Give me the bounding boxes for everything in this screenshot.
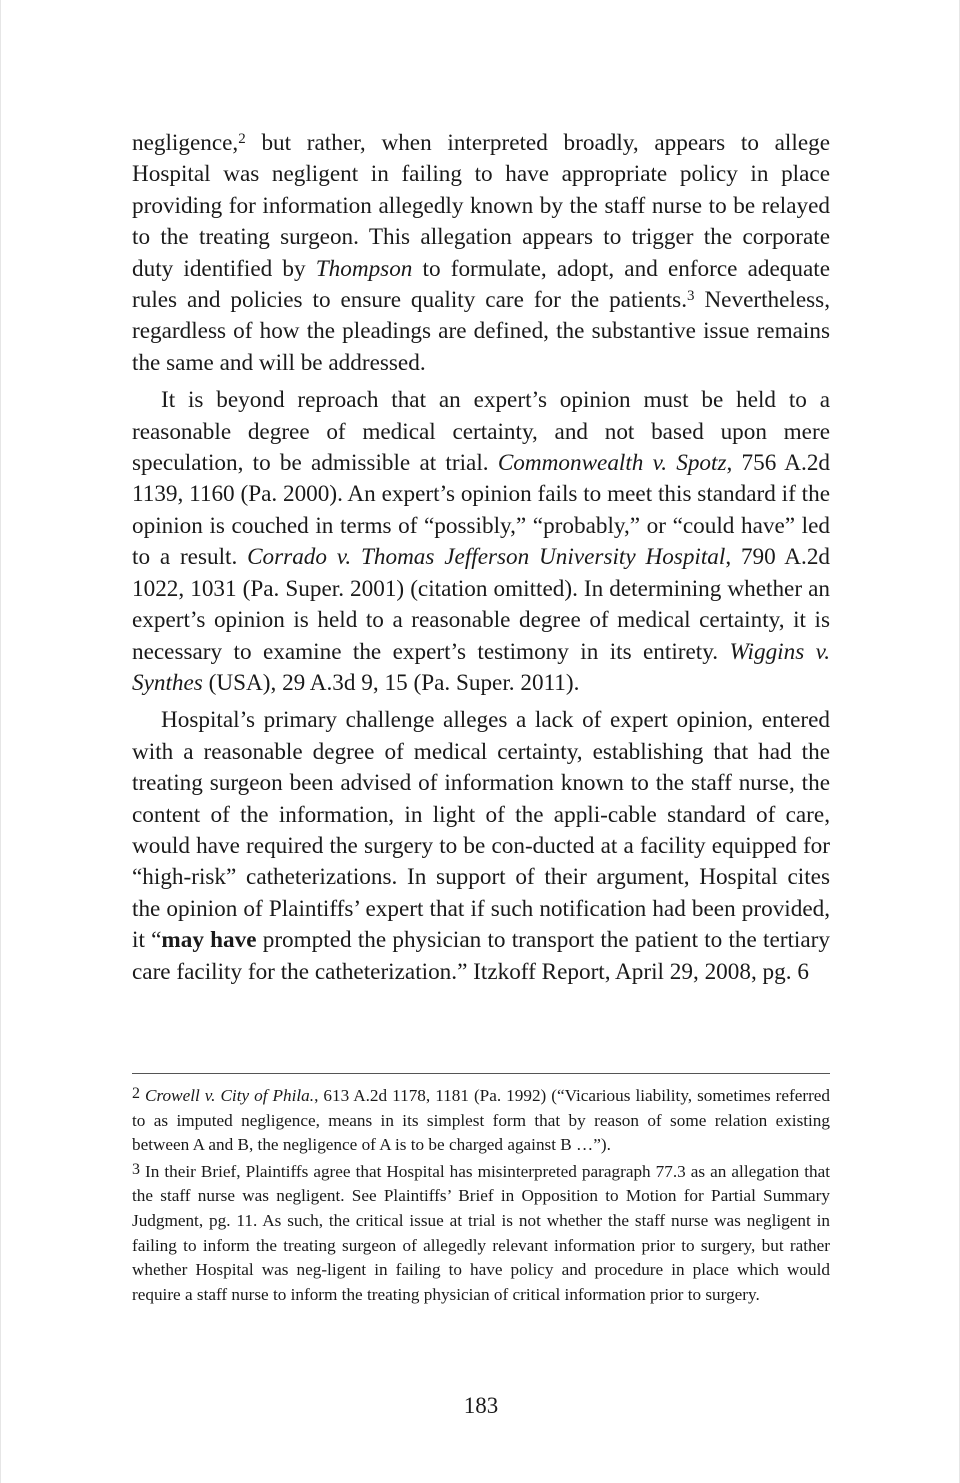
footnote-number: 3 (132, 1161, 140, 1179)
text-run: It is beyond reproach that an expert’s opinion must be held to a reasonable degree of medical certainty, and not based upon mere speculation, to be admissible at trial. (132, 387, 830, 477)
case-citation: Thompson (315, 255, 413, 282)
case-citation: Commonwealth v. Spotz (497, 450, 727, 477)
text-run: Hospital’s primary challenge alleges a lack of expert opinion, entered with a reasonable degree of medical certainty, establishing that had the treating surgeon been advised of information known to the staff nurse, the content of the information, in light of the appli-cable standard of care, would have required the surgery to be con-ducted at a facility equipped for “high-risk” catheterizations. In support of their argument, Hospital cites the opinion of Plaintiffs’ expert that if such notification had been provided, it “ (132, 707, 830, 954)
text-run: negligence, (132, 130, 239, 156)
paragraph-1 (132, 128, 830, 379)
text-run: but rather, when interpreted broadly, appears to allege Hospital was negligent in failing to have appropriate policy in place providing for information allegedly known by the staff nurse to be relayed to the treating surgeon. This allegation appears to trigger the corporate duty identified by (132, 130, 830, 282)
text-run: Nevertheless, regardless of how the pleadings are defined, the substantive issue remains the same and will be addressed. (132, 287, 830, 376)
case-citation: Corrado v. Thomas Jefferson University Hospital (247, 544, 726, 571)
emphasis-bold: may have (161, 927, 257, 954)
text-run: , 756 A.2d 1139, 1160 (Pa. 2000). An expert’s opinion fails to meet this standard if the opinion is couched in terms of “possibly,” “probably,” or “could have” led to a result. (132, 450, 831, 571)
footnote-ref-2[interactable]: 2 (238, 131, 246, 148)
page-number: 183 (463, 1393, 499, 1418)
footnote-text: In their Brief, Plaintiffs agree that Hospital has misinterpreted paragraph 77.3 as an allegation that the staff nurse was negligent. See Plaintiffs’ Brief in Opposition to Motion for Partial Summary Judgment, pg. 11. As such, the critical issue at trial is not whether the staff nurse was negligent in failing to inform the treating surgeon of allegedly relevant information prior to surgery, but rather whether Hospital was neg-ligent in failing to have policy and procedure in place which would require a staff nurse to inform the treating physician of critical information prior to surgery. (132, 1161, 830, 1304)
footnote-ref-3[interactable]: 3 (687, 288, 695, 305)
footnotes (132, 1084, 830, 1309)
case-citation: Crowell v. City of Phila. (145, 1086, 315, 1105)
footnote-2 (132, 1084, 830, 1158)
text-run: prompted the physician to transport the patient to the tertiary care facility for the catheterization.” Itzkoff Report, April 29, 2008, pg. 6 (132, 927, 830, 985)
case-citation: Wiggins v. Synthes (132, 638, 830, 696)
paragraph-3 (132, 705, 830, 988)
body-text (132, 128, 830, 994)
text-run: (USA), 29 A.3d 9, 15 (Pa. Super. 2011). (202, 669, 580, 696)
footnote-text: , 613 A.2d 1178, 1181 (Pa. 1992) (“Vicarious liability, sometimes referred to as imputed negligence, means in its simplest form that by reason of some relation existing between A and B, the negligence of A is to be charged against B …”). (132, 1086, 831, 1155)
text-run: to formulate, adopt, and enforce adequate rules and policies to ensure quality care for the patients. (132, 255, 830, 314)
footnote-divider (132, 1073, 830, 1074)
footnote-3 (132, 1160, 830, 1308)
paragraph-2 (132, 385, 830, 699)
footnote-number: 2 (132, 1085, 140, 1103)
text-run: , 790 A.2d 1022, 1031 (Pa. Super. 2001) (citation omitted). In determining whether an expert’s opinion is held to a reasonable degree of medical certainty, it is necessary to examine the expert’s testimony in its entirety. (132, 544, 831, 665)
